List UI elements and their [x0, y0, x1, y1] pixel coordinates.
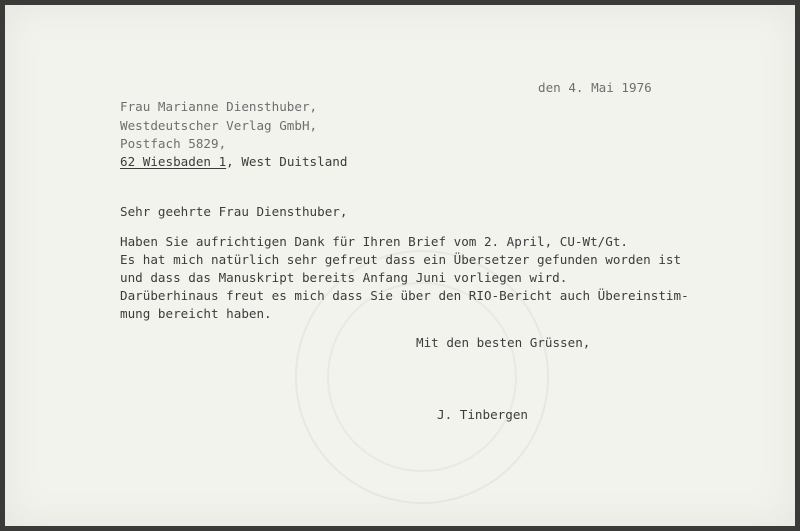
closing: Mit den besten Grüssen, [416, 335, 591, 350]
body-line-2: Es hat mich natürlich sehr gefreut dass ein Übersetzer gefunden worden ist [120, 252, 682, 267]
recipient-city-line [120, 156, 347, 169]
salutation: Sehr geehrte Frau Diensthuber, [120, 204, 348, 219]
letter-page [5, 5, 795, 526]
body-line-4: Darüberhinaus freut es mich dass Sie über den RIO-Bericht auch Übereinstim- [120, 288, 689, 303]
body-line-3: und dass das Manuskript bereits Anfang Juni vorliegen wird. [120, 270, 568, 285]
recipient-name: Frau Marianne Diensthuber, [120, 99, 318, 114]
body-line-1: Haben Sie aufrichtigen Dank für Ihren Brief vom 2. April, CU-Wt/Gt. [120, 234, 628, 249]
recipient-company: Westdeutscher Verlag GmbH, [120, 118, 318, 133]
recipient-city: 62 Wiesbaden 1 [120, 154, 227, 169]
body-line-5: mung bereicht haben. [120, 306, 272, 321]
recipient-postbox: Postfach 5829, [120, 136, 227, 151]
recipient-country: , West Duitsland [226, 154, 348, 169]
signature-name: J. Tinbergen [437, 407, 528, 422]
letter-date: den 4. Mai 1976 [538, 80, 652, 95]
